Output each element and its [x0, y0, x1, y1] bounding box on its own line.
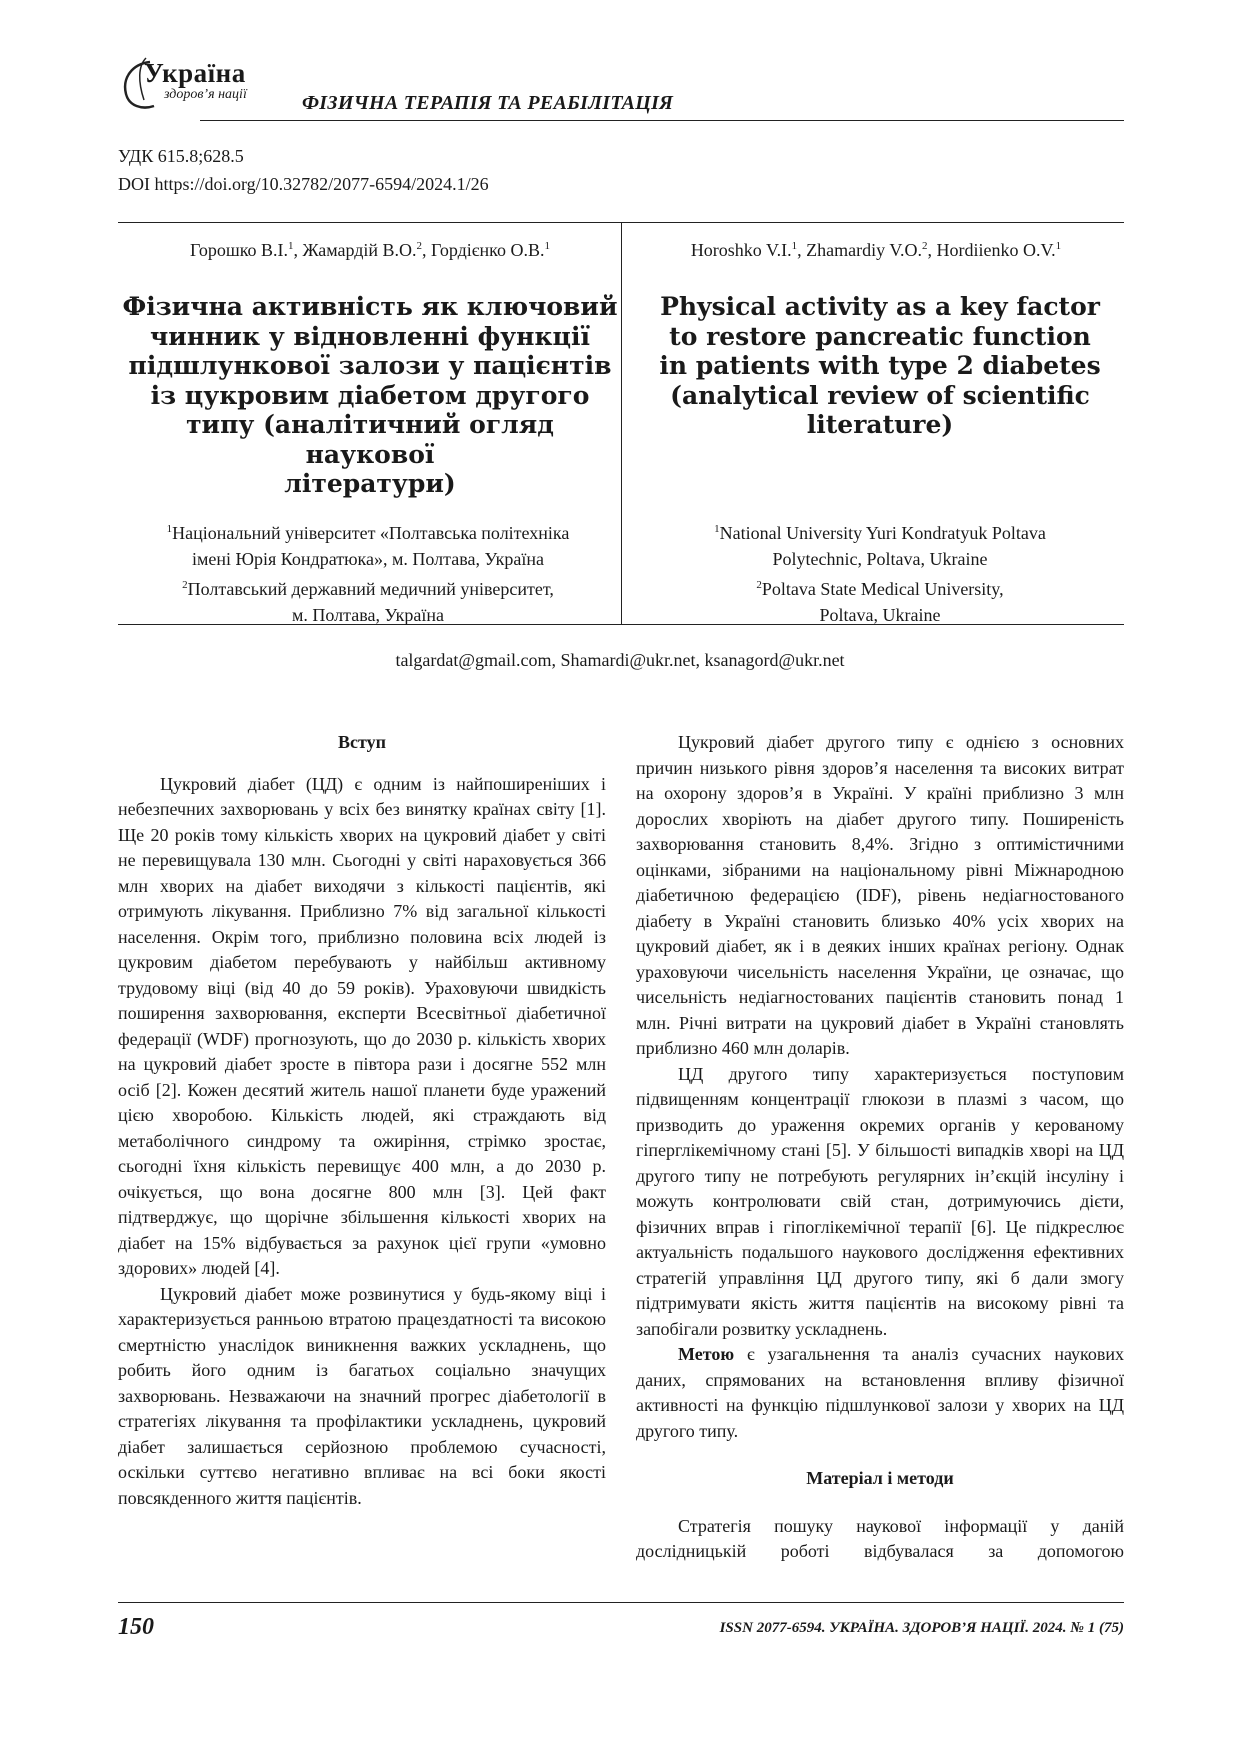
methods-heading: Матеріал і методи	[806, 1468, 954, 1488]
article-title-ua	[120, 292, 620, 499]
aim-text: є узагальнення та аналіз сучасних наукових даних, спрямованих на встановлення впливу фізичної активності на функцію підшлункової залози у хворих на ЦД другого типу.	[636, 1344, 1124, 1441]
title-line: in patients with type 2 diabetes	[659, 351, 1101, 380]
affiliation-line: $^2$Полтавський державний медичний університет,	[182, 579, 554, 599]
body-right-column	[636, 730, 1124, 1565]
affiliation-line: $^1$Національний університет «Полтавська політехніка	[166, 523, 570, 543]
affil-mark: 1	[714, 523, 720, 535]
page-number: 150	[118, 1614, 154, 1640]
journal-logo	[120, 56, 290, 112]
author-affil-mark: 1	[791, 240, 798, 252]
body-paragraph: ЦД другого типу характеризується поступовим підвищенням концентрації глюкози в плазмі з часом, що призводить до ураження окремих органів у керованому гіперглікемічному стані [5]. У більшості випадків хворі на ЦД другого типу не потребують регулярних ін’єкцій інсуліну і можуть контролювати свій стан, дотримуючись дієти, фізичних вправ і гіпоглікемічної терапії [6]. Це підкреслює актуальність подальшого наукового дослідження ефективних стратегій управління ЦД другого типу, які б дали змогу підтримувати якість життя пацієнтів на високому рівні та запобігали розвитку ускладнень.	[636, 1063, 1124, 1339]
body-left-column	[118, 730, 606, 1511]
affiliation-line: імені Юрія Кондратюка», м. Полтава, Україна	[192, 549, 544, 569]
title-line: literature)	[806, 410, 954, 439]
affil-mark: 1	[166, 523, 173, 535]
section-title: ФІЗИЧНА ТЕРАПІЯ ТА РЕАБІЛІТАЦІЯ	[302, 92, 674, 114]
author-affil-mark: 2	[416, 240, 423, 252]
doi-link[interactable]: DOI https://doi.org/10.32782/2077-6594/2024.1/26	[118, 174, 489, 194]
author-name: Zhamardiy V.O.	[806, 240, 922, 260]
author-affil-mark: 1	[544, 240, 550, 252]
author-name: Horoshko V.I.	[690, 240, 792, 260]
affiliation-line: $^1$National University Yuri Kondratyuk Poltava	[714, 523, 1046, 543]
aim-label: Метою	[678, 1344, 735, 1364]
body-paragraph: Цукровий діабет може розвинутися у будь-якому віці і характеризується ранньою втратою працездатності та високою смертністю унаслідок виникнення важких ускладнень, що робить його одним із багатьох соціально значущих захворювань. Незважаючи на значний прогрес діабетології в стратегіях лікування та профілактики ускладнень, цукровий діабет залишається серйозною проблемою сучасності, оскільки суттєво негативно впливає на всі боки якості повсякденного життя пацієнтів.	[118, 1283, 606, 1508]
title-line: із цукровим діабетом другого	[150, 380, 590, 410]
title-line: підшлункової залози у пацієнтів	[128, 351, 612, 380]
affiliation-line: м. Полтава, Україна	[292, 605, 444, 625]
article-title-en	[630, 292, 1130, 440]
header-divider	[200, 120, 1124, 121]
author-affil-mark: 1	[1055, 240, 1062, 252]
column-divider	[621, 222, 622, 624]
title-line: Фізична активність як ключовий	[122, 292, 618, 321]
affiliations-ua	[118, 516, 618, 628]
author-affil-mark: 2	[922, 240, 928, 252]
author-name: Горошко В.І.	[190, 240, 289, 260]
body-paragraph: Стратегія пошуку наукової інформації у даній дослідницькій роботі відбувалася за допомогою	[636, 1515, 1124, 1561]
title-line: Physical activity as a key factor	[660, 292, 1100, 321]
affiliation-line: Polytechnic, Poltava, Ukraine	[772, 549, 988, 569]
author-name: Жамардій В.О.	[302, 240, 417, 260]
affiliation-line: Poltava, Ukraine	[819, 605, 941, 625]
author-name: Hordiienko O.V.	[936, 240, 1056, 260]
title-line: чинник у відновленні функції	[149, 321, 590, 351]
body-paragraph: Цукровий діабет другого типу є однією з основних причин низького рівня здоров’я населення та високих витрат на охорону здоров’я в Україні. У країні приблизно 3 млн дорослих хворіють на діабет другого типу. Поширеність захворювання становить 8,4%. Згідно з оптимістичними оцінками, зібраними на національному рівні Міжнародною діабетичною федерацією (IDF), рівень недіагностованого діабету в Україні становить близько 40% усіх хворих на цукровий діабет, як і в деяких інших країнах регіону. Однак ураховуючи чисельність населення України, це означає, що чисельність недіагностованих пацієнтів становить понад 1 млн. Річні витрати на цукровий діабет в Україні становлять приблизно 460 млн доларів.	[636, 732, 1124, 1058]
logo-title: Україна	[144, 58, 246, 88]
author-emails[interactable]: talgardat@gmail.com, Shamardi@ukr.net, ksanagord@ukr.net	[395, 650, 845, 670]
author-name: Гордієнко О.В.	[431, 240, 545, 260]
journal-citation: ISSN 2077-6594. УКРАЇНА. ЗДОРОВ’Я НАЦІЇ. 2024. № 1 (75)	[719, 1620, 1124, 1636]
logo-subtitle: здоров’я нації	[164, 87, 247, 102]
title-line: (analytical review of scientific	[670, 380, 1090, 410]
body-paragraph: Цукровий діабет (ЦД) є одним із найпоширеніших і небезпечних захворювань у всіх без винятку країнах світу [1]. Ще 20 років тому кількість хворих на цукровий діабет у світі не перевищувала 130 млн. Сьогодні у світі нараховується 366 млн хворих на діабет виходячи з кількості пацієнтів, які отримують лікування. Приблизно 7% від загальної кількості населення. Окрім того, приблизно половина всіх людей із цукровим діабетом перебувають у найбільш активному трудовому віці (від 40 до 59 років). Ураховуючи швидкість поширення захворювання, експерти Всесвітньої діабетичної федерації (WDF) прогнозують, що до 2030 р. кількість хворих на цукровий діабет зросте в півтора рази і досягне 552 млн осіб [2]. Кожен десятий житель нашої планети буде уражений цією хворобою. Кількість людей, які страждають від метаболічного синдрому та ожиріння, стрімко зростає, сьогодні їхня кількість перевищує 400 млн, а до 2030 р. очікується, що вона досягне 800 млн [3]. Цей факт підтверджує, що щорічне збільшення кількості хворих на діабет на 15% відбувається за рахунок цієї групи «умовно здорових» людей [4].	[118, 773, 606, 1278]
affiliations-en	[640, 516, 1120, 628]
affil-mark: 2	[182, 579, 188, 591]
affiliation-line: $^2$Poltava State Medical University,	[756, 579, 1004, 599]
authors-en: Horoshko V.I.$^1$, Zhamardiy V.O.$^2$, Hordiienko O.V.$^1$	[690, 240, 1062, 260]
aim-paragraph	[636, 1342, 1124, 1444]
intro-heading: Вступ	[338, 732, 386, 752]
affil-mark: 2	[756, 579, 762, 591]
title-line: літератури)	[284, 469, 456, 498]
footer-divider	[118, 1602, 1124, 1603]
author-affil-mark: 1	[288, 240, 294, 252]
title-line: типу (аналітичний огляд наукової	[186, 410, 554, 469]
authors-ua: Горошко В.І.$^1$, Жамардій В.О.$^2$, Гордієнко О.В.$^1$	[190, 240, 550, 260]
title-line: to restore pancreatic function	[669, 321, 1091, 351]
udc-code: УДК 615.8;628.5	[118, 146, 244, 166]
